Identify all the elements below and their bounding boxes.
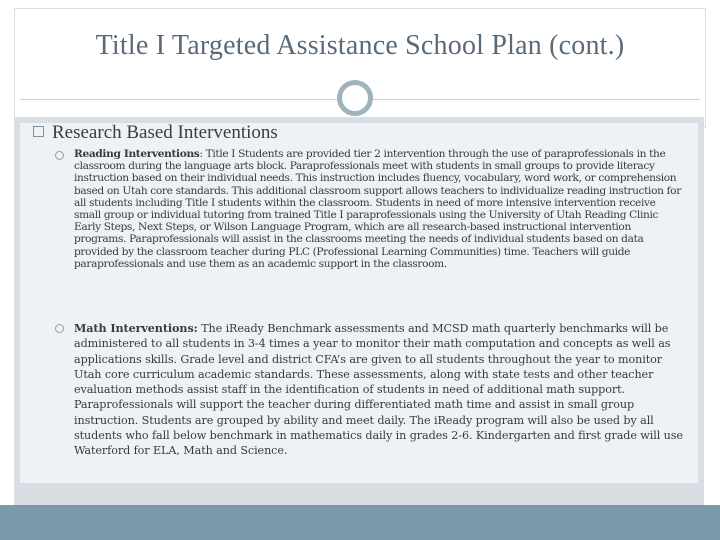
circle-bullet-icon (55, 324, 64, 333)
section-heading-text: Research Based Interventions (52, 122, 278, 143)
item-body (74, 148, 683, 270)
item-lead: Reading Interventions (74, 148, 200, 160)
ring-divider-icon (337, 80, 373, 116)
slide-title: Title I Targeted Assistance School Plan (cont.) (95, 30, 625, 61)
item-body (74, 321, 683, 459)
square-bullet-icon (33, 126, 44, 137)
item-text: : Title I Students are provided tier 2 intervention through the use of paraprofessionals in the classroom during the language arts block. Paraprofessionals meet with students in small groups to provide literacy instruction based on their individual needs. This instruction includes fluency, vocabulary, word work, or comprehension based on Utah core standards. This additional classroom support allows teachers to individualize reading instruction for all students including Title I students within the classroom. Students in need of more intensive intervention receive small group or individual tutoring from trained Title I paraprofessionals using the University of Utah Reading Clinic Early Steps, Next Steps, or Wilson Language Program, which are all research-based instructional intervention programs. Paraprofessionals will assist in the classrooms meeting the needs of individual students based on data provided by the classroom teacher during PLC (Professional Learning Communities) time. Teachers will guide paraprofessionals and use them as an academic support in the classroom. (74, 148, 681, 270)
list-item-reading-interventions (55, 148, 683, 270)
item-lead: Math Interventions: (74, 321, 198, 335)
circle-bullet-icon (55, 151, 64, 160)
item-text: The iReady Benchmark assessments and MCSD math quarterly benchmarks will be administered to all students in 3-4 times a year to monitor their math computation and concepts as well as applications skills. Grade level and district CFA’s are given to all students throughout the year to monitor Utah core curriculum academic standards. These assessments, along with state tests and other teacher evaluation methods assist staff in the identification of students in need of additional math support. Paraprofessionals will support the teacher during differentiated math time and assist in small group instruction. Students are grouped by ability and meet daily. The iReady program will also be used by all students who fall below benchmark in mathematics daily in grades 2-6. Kindergarten and first grade will use Waterford for ELA, Math and Science. (74, 322, 683, 458)
footer-bar (0, 505, 720, 540)
section-heading (33, 122, 278, 144)
bottom-band (14, 489, 704, 505)
list-item-math-interventions (55, 321, 683, 459)
